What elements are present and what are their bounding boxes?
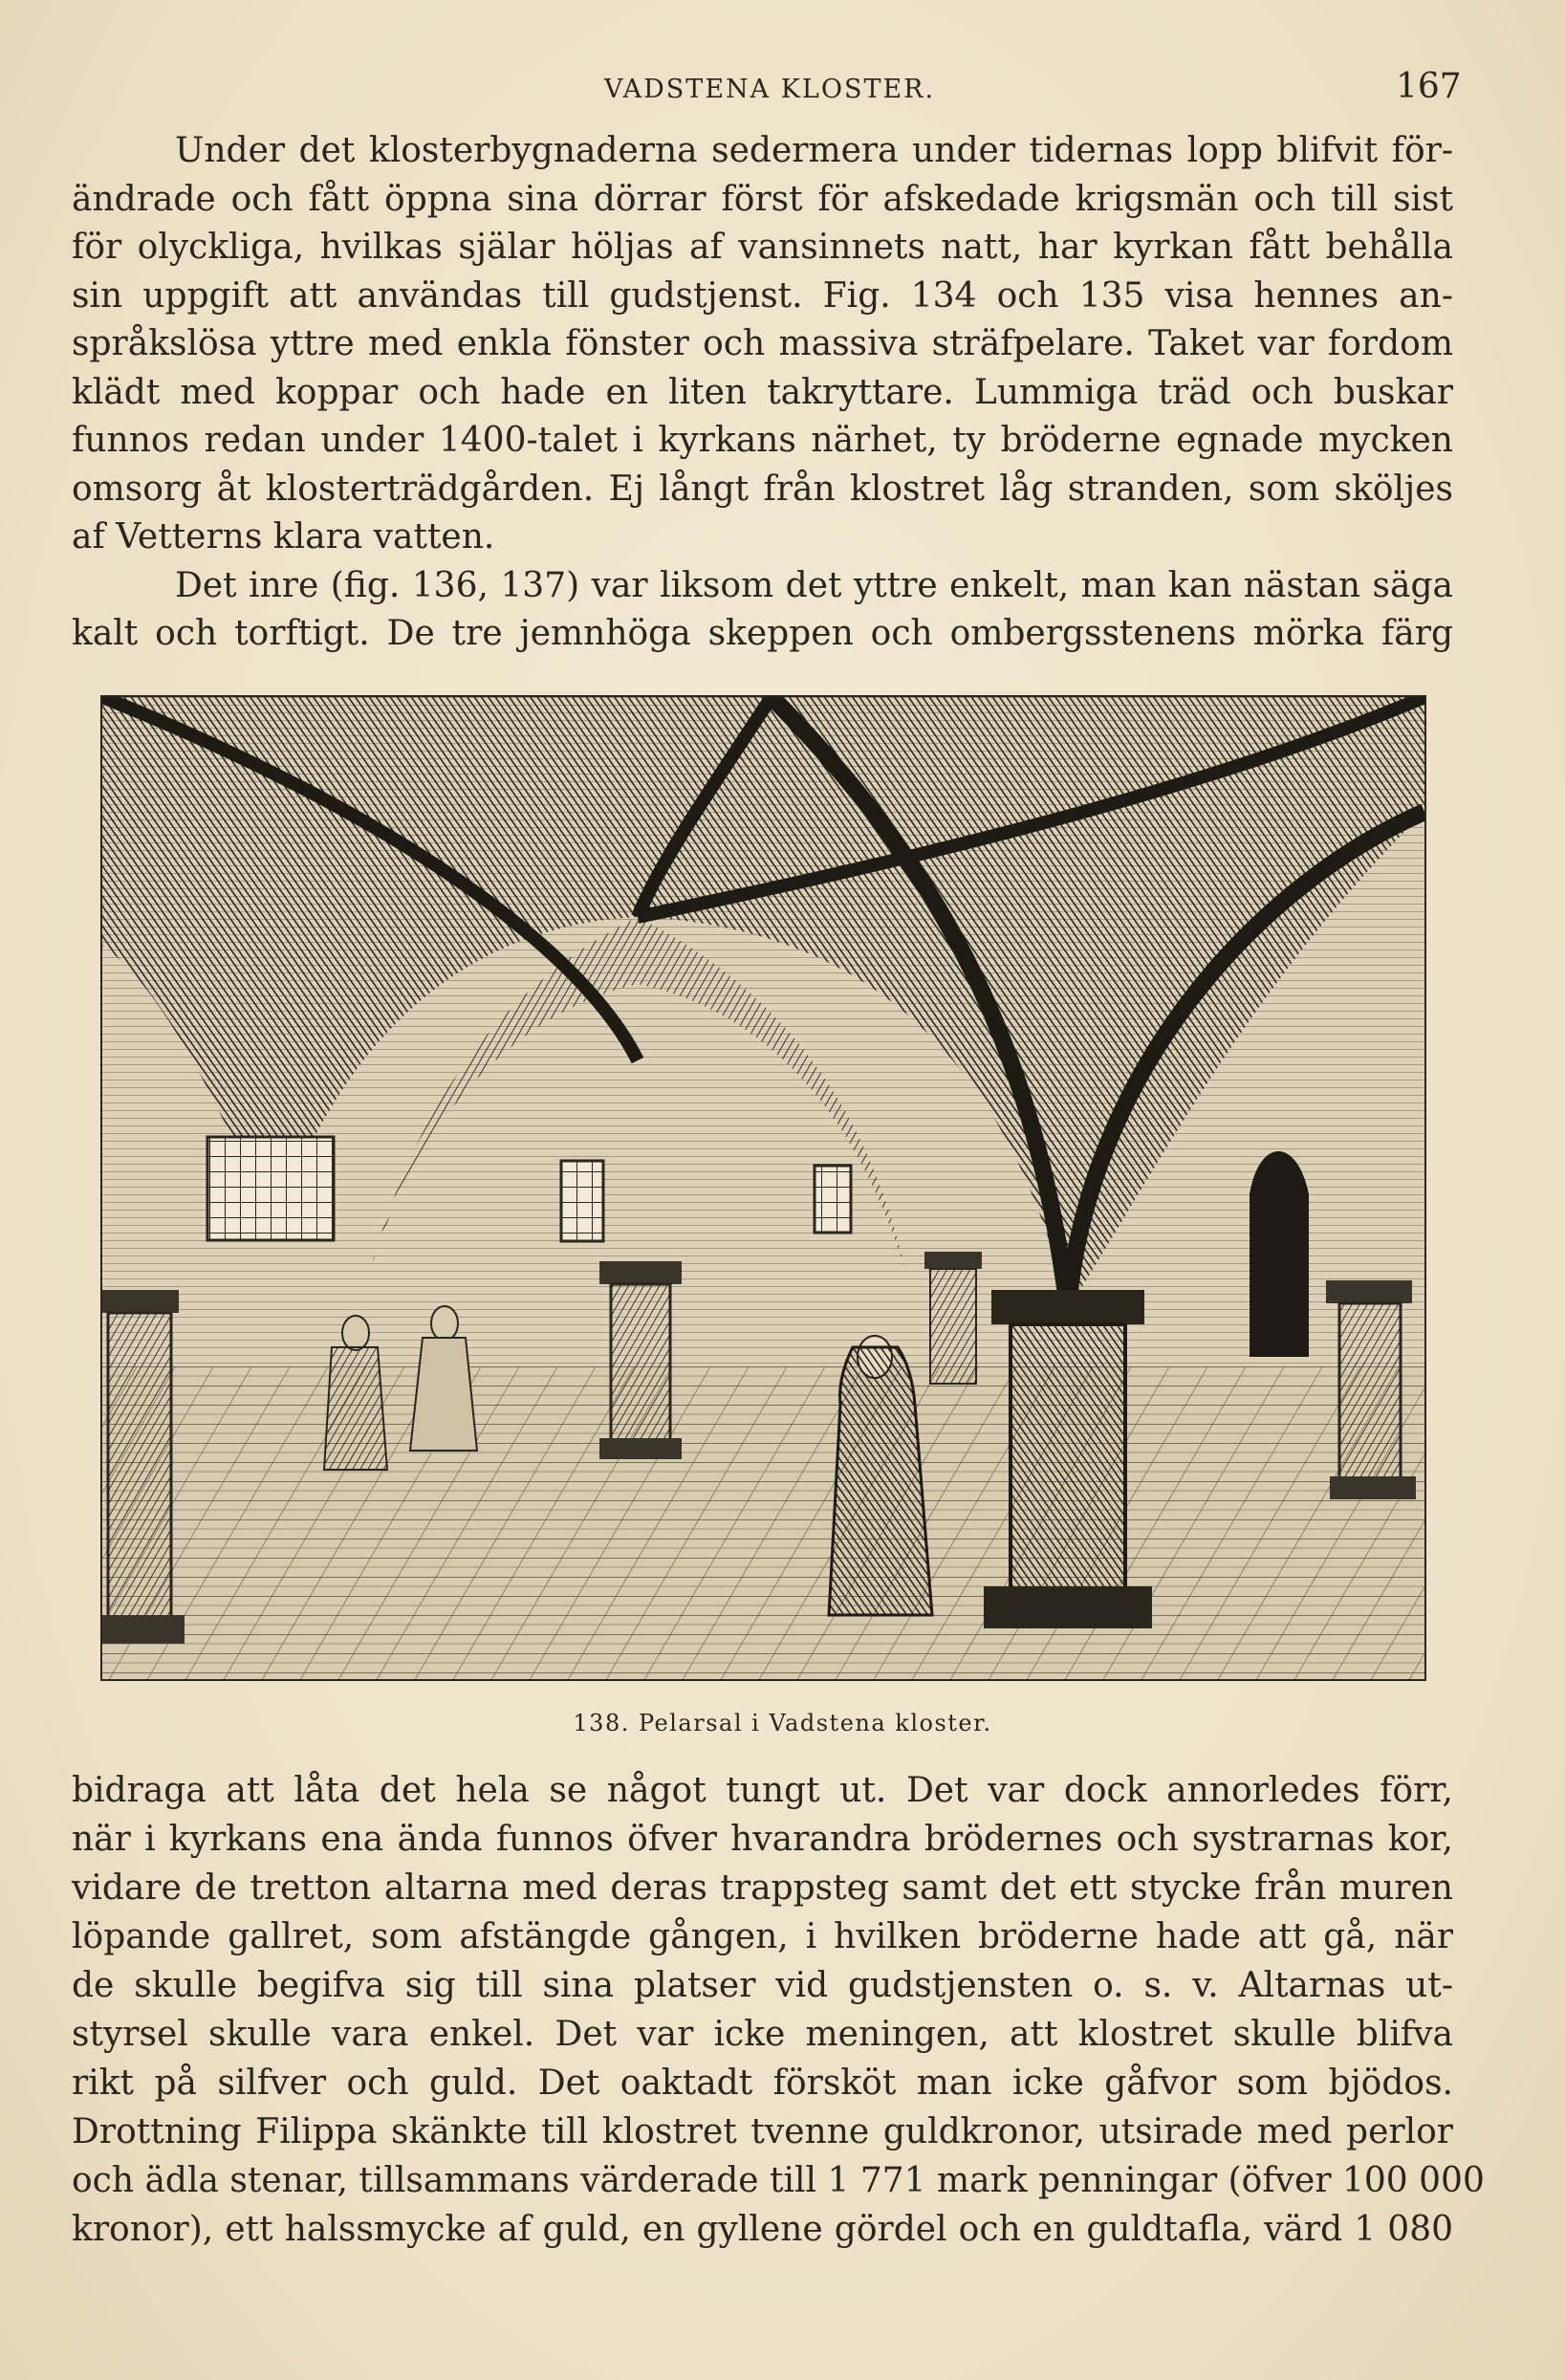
paragraph-2-line: Det inre (fig. 136, 137) var liksom det yttre enkelt, man kan nästan säga xyxy=(175,565,1453,605)
page-number: 167 xyxy=(1396,67,1462,106)
paragraph-3-line: när i kyrkans ena ända funnos öfver hvarandra brödernes och systrarnas kor, xyxy=(72,1820,1453,1859)
text-block-top xyxy=(72,127,1453,659)
window-middle xyxy=(561,1161,603,1241)
pillar-far-rear xyxy=(924,1252,982,1384)
tiled-floor xyxy=(102,1366,1424,1679)
paragraph-3-line: kronor), ett halssmycke af guld, en gyllene gördel och en guldtafla, värd 1 080 xyxy=(72,2210,1453,2249)
window-right xyxy=(815,1166,851,1233)
paragraph-3-line: de skulle begifva sig till sina platser vid gudstjensten o. s. v. Altarnas ut- xyxy=(72,1966,1453,2005)
paragraph-1-line: af Vetterns klara vatten. xyxy=(72,517,495,557)
figure-caption: 138. Pelarsal i Vadstena kloster. xyxy=(573,1710,992,1736)
pillar-center-rear xyxy=(599,1261,682,1459)
paragraph-1-line: sin uppgift att användas till gudstjenst. Fig. 134 och 135 visa hennes an- xyxy=(72,275,1453,316)
paragraph-3-line: vidare de tretton altarna med deras trappsteg samt det ett stycke från muren xyxy=(72,1868,1453,1908)
paragraph-2-line: kalt och torftigt. De tre jemnhöga skeppen och ombergsstenens mörka färg xyxy=(72,614,1453,653)
paragraph-1-line: funnos redan under 1400-talet i kyrkans närhet, ty bröderne egnade mycken xyxy=(72,421,1453,460)
page-header xyxy=(0,67,1565,115)
paragraph-1-line: för olyckliga, hvilkas själar höljas af vansinnets natt, har kyrkan fått behålla xyxy=(72,228,1453,267)
paragraph-3-line: löpande gallret, som afstängde gången, i hvilken bröderne hade att gå, när xyxy=(72,1917,1453,1956)
paragraph-1-line: språkslösa yttre med enkla fönster och massiva sträfpelare. Taket var fordom xyxy=(72,324,1453,363)
paragraph-3-line: Drottning Filippa skänkte till klostret tvenne guldkronor, utsirade med perlor xyxy=(72,2112,1453,2151)
running-title: VADSTENA KLOSTER. xyxy=(604,75,936,104)
text-block-bottom xyxy=(72,1766,1485,2254)
pillar-front-center xyxy=(984,1290,1152,1628)
paragraph-3-line: rikt på silfver och guld. Det oaktadt försköt man icke gåfvor som bjödos. xyxy=(72,2063,1453,2103)
paragraph-1-line: Under det klosterbygnaderna sedermera under tidernas lopp blifvit för- xyxy=(175,131,1453,170)
window-left xyxy=(207,1137,334,1240)
paragraph-1-line: omsorg åt klosterträdgården. Ej långt från klostret låg stranden, som sköljes xyxy=(72,469,1453,509)
paragraph-1-line: klädt med koppar och hade en liten takryttare. Lummiga träd och buskar xyxy=(72,372,1453,412)
pillar-left-front xyxy=(102,1290,185,1644)
paragraph-3-line: bidraga att låta det hela se något tungt ut. Det var dock annorledes förr, xyxy=(72,1771,1453,1810)
paragraph-1-line: ändrade och fått öppna sina dörrar först för afskedade krigsmän och till sist xyxy=(72,179,1453,219)
doorway xyxy=(1250,1151,1309,1357)
engraving-pillared-hall xyxy=(100,695,1426,1681)
paragraph-3-line: styrsel skulle vara enkel. Det var icke meningen, att klostret skulle blifva xyxy=(72,2015,1453,2054)
paragraph-3-line: och ädla stenar, tillsammans värderade till 1 771 mark penningar (öfver 100 000 xyxy=(72,2161,1485,2200)
